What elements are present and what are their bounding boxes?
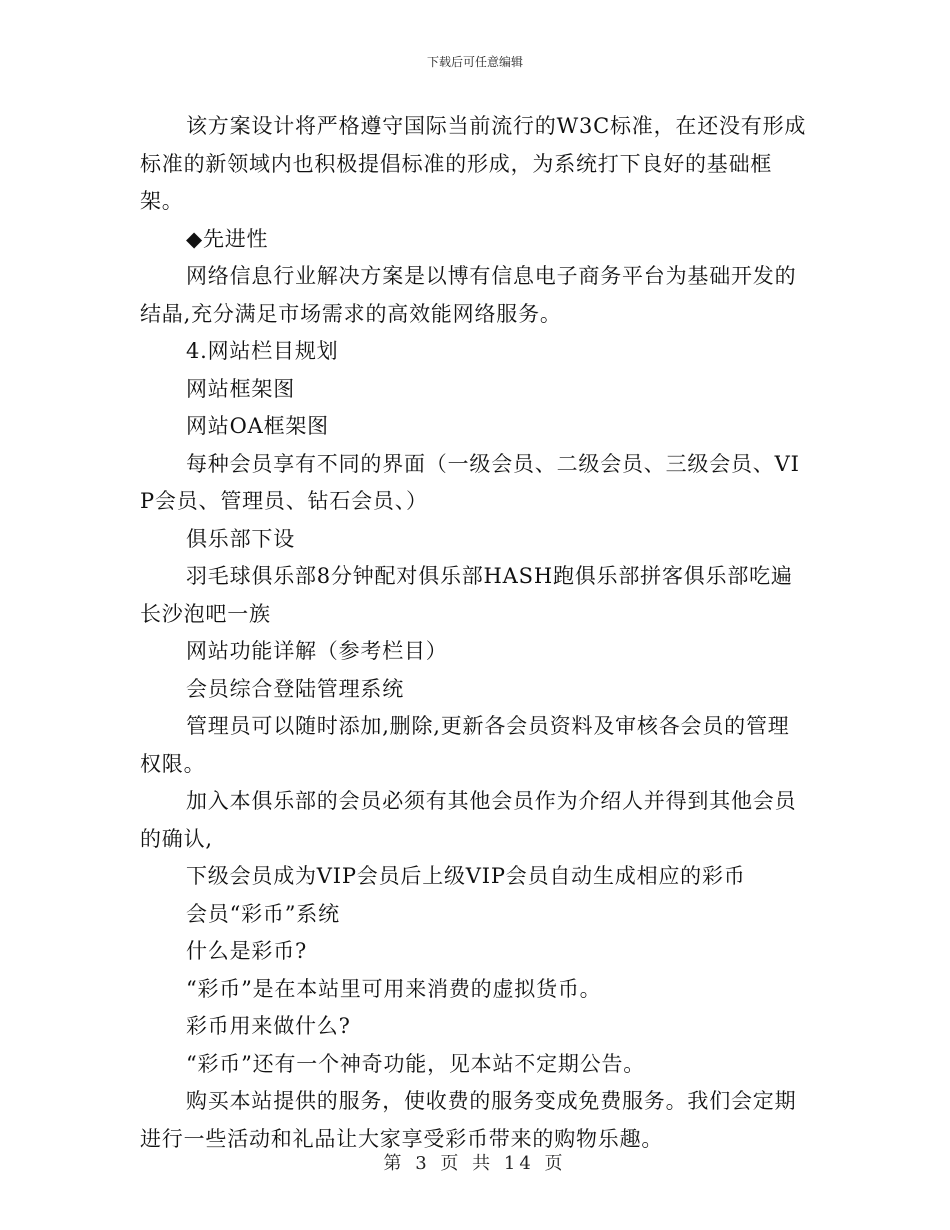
paragraph-coin-system: 会员“彩币”系统	[186, 901, 340, 926]
paragraph-what-is-coin: 什么是彩币?	[186, 939, 308, 963]
paragraph-admin-permissions: 管理员可以随时添加,删除,更新各会员资料及审核各会员的管理权限。	[140, 714, 790, 776]
paragraph-site-framework: 网站框架图	[186, 376, 295, 401]
paragraph-w3c-standard: 该方案设计将严格遵守国际当前流行的W3C标准，在还没有形成标准的新领域内也积极提倡标准的形成，为系统打下良好的基础框架。	[140, 114, 807, 213]
paragraph-coin-magic: “彩币”还有一个神奇功能，见本站不定期公告。	[186, 1051, 646, 1076]
document-body	[140, 108, 810, 1158]
footer-middle: 页 共	[440, 1153, 495, 1174]
footer-prefix: 第	[383, 1153, 406, 1174]
footer-suffix: 页	[544, 1153, 567, 1174]
paragraph-coin-definition: “彩币”是在本站里可用来消费的虚拟货币。	[186, 976, 602, 1001]
page-footer	[0, 1152, 950, 1176]
paragraph-member-referral: 加入本俱乐部的会员必须有其他会员作为介绍人并得到其他会员的确认,	[140, 789, 797, 851]
footer-total-pages: 14	[503, 1153, 535, 1174]
paragraph-club-subsections: 俱乐部下设	[186, 526, 295, 551]
paragraph-oa-framework: 网站OA框架图	[186, 414, 329, 438]
paragraph-function-details: 网站功能详解（参考栏目）	[186, 639, 448, 663]
paragraph-solution-description: 网络信息行业解决方案是以博有信息电子商务平台为基础开发的结晶,充分满足市场需求的高效能网络服务。	[140, 264, 797, 326]
section-heading-site-planning: 4.网站栏目规划	[186, 339, 339, 363]
paragraph-member-interfaces: 每种会员享有不同的界面（一级会员、二级会员、三级会员、VIP会员、管理员、钻石会员、）	[140, 451, 800, 513]
footer-current-page: 3	[415, 1153, 431, 1174]
paragraph-login-system: 会员综合登陆管理系统	[186, 676, 404, 701]
paragraph-vip-coins: 下级会员成为VIP会员后上级VIP会员自动生成相应的彩币	[186, 864, 746, 888]
paragraph-advanced-heading: ◆先进性	[186, 226, 269, 251]
paragraph-coin-usage-question: 彩币用来做什么?	[186, 1014, 351, 1038]
paragraph-coin-purchase: 购买本站提供的服务，使收费的服务变成免费服务。我们会定期进行一些活动和礼品让大家享受彩币带来的购物乐趣。	[140, 1089, 797, 1151]
paragraph-club-list: 羽毛球俱乐部8分钟配对俱乐部HASH跑俱乐部拼客俱乐部吃遍长沙泡吧一族	[140, 564, 793, 626]
page-header: 下载后可任意编辑	[426, 55, 523, 69]
